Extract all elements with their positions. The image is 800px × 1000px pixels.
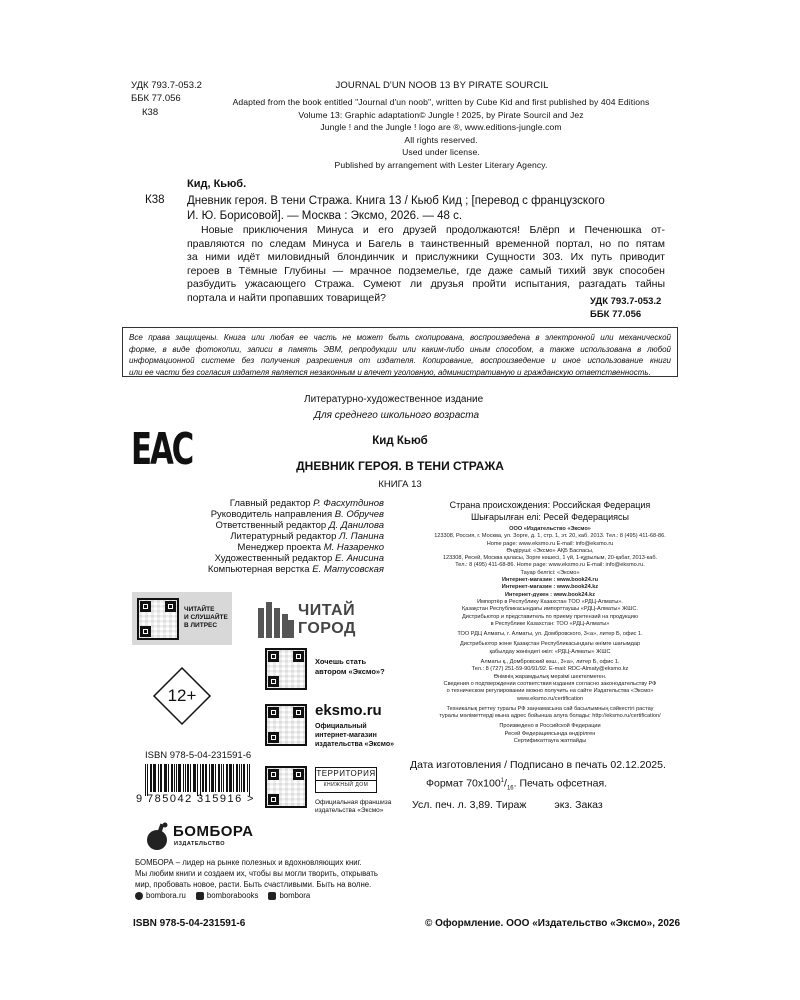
chitai-gorod-icon [258,602,294,638]
eac-mark-text: ЕАС [131,424,193,475]
telegram-icon [268,892,276,900]
litres-text [184,606,228,630]
credit-name: Е. Матусовская [312,564,384,575]
barcode-bar [226,764,227,792]
credit-name: М. Назаренко [323,542,384,553]
credit-role: Менеджер проекта [237,542,322,553]
legal-line: Қазақстан Республикасындағы импорттаушы «РДЦ-Алматы» ЖШС. [462,606,638,613]
barcode-right-digits: 315916 [197,793,243,805]
format-value: Формат 70x100 [426,777,501,790]
barcode-bar [176,764,177,792]
barcode-bar [188,764,189,792]
book-title: ДНЕВНИК ГЕРОЯ. В ТЕНИ СТРАЖА [296,459,504,473]
bombora-logo-text: БОМБОРА [173,823,254,840]
barcode-bar [212,764,213,792]
legal-line: қабылдау жөніндегі өкіл: «РДЦ-Алматы» ЖШС [489,648,611,655]
barcode-bar [231,764,232,792]
origin-kz: Шығарылған елі: Ресей Федерациясы [470,512,630,522]
barcode-bar [151,764,152,792]
credit-role: Компьютерная верстка [207,564,310,575]
barcode-left-digits: 785042 [147,793,193,805]
original-credit-line: Used under license. [402,147,480,158]
barcode-mark: > [247,793,254,805]
bombora-logo-icon [145,822,171,852]
legal-line: Дистрибьютор и представитель по приему претензий на продукцию [461,613,639,620]
legal-line: Өнімнің жарамдылық мерзімі шектелмеген. [493,673,607,680]
biblio-author: Кид, Кьюб. [187,178,247,190]
annotation-udk: УДК 793.7-053.2 [590,296,662,307]
barcode-bar [193,764,194,792]
original-credit-line: Published by arrangement with Lester Literary Agency. [334,159,548,170]
credit-name: Л. Панина [339,531,384,542]
barcode-bar [218,764,219,792]
annotation-line: героев в Тёмные Глубины — мрачное подземелье, где даже самый тихий звук способен [187,264,665,277]
barcode-bar [249,764,250,796]
rights-notice [122,327,678,377]
legal-line: Home page: www.eksmo.ru E-mail: info@eksmo.ru [486,540,614,547]
annotation-bbk: ББК 77.056 [590,309,642,320]
litres-banner [132,592,232,645]
legal-line: Сведения о подтверждении соответствия издания согласно законодательству РФ [443,680,657,687]
chitai-gorod-text [298,602,356,638]
print-date: Дата изготовления / Подписано в печать 02.12.2025. [410,759,666,771]
credit-name: Е. Анисина [334,553,384,564]
origin [430,499,670,523]
bombora-social [135,891,310,900]
credit-role: Литературный редактор [230,531,337,542]
rights-line: информационной системе без получения разрешения от издателя. Копирование, воспроизведение и иное использование книги [129,356,671,365]
bombora-tg-link[interactable] [268,891,310,900]
legal-line: Интернет-дүкен : www.book24.kz [504,591,596,598]
become-author-qr-icon [265,648,307,690]
bombora-logo [145,820,265,854]
biblio-line: И. Ю. Борисовой]. — Москва : Эксмо, 2026. — 48 с. [187,210,463,222]
origin-ru: Страна происхождения: Российская Федерация [449,500,651,510]
sheets-value: Усл. печ. л. 3,89. Тираж [412,798,527,811]
barcode-bar [166,764,167,792]
bombora-tg-text: bombora [279,891,311,900]
bombora-logo-sub: ИЗДАТЕЛЬСТВО [174,841,226,847]
biblio-description [187,194,667,224]
annotation-line: за ними идёт миловидный блондинчик и прислужники Сущности 303. Их путь приводит [187,251,665,263]
original-credits [200,96,682,172]
barcode-bar [202,764,203,792]
barcode-bar [158,764,159,792]
rights-line: или ее части без согласия издателя является незаконным и влечет уголовную, административную и гражданскую ответственность. [129,367,651,377]
credit-role: Руководитель направления [210,509,333,520]
litres-line: В ЛИТРЕС [184,622,218,629]
credit-row [130,509,384,520]
litres-line: ЧИТАЙТЕ [184,606,215,613]
litres-qr-icon [137,598,179,640]
barcode-bar [171,764,172,792]
credit-name: Д. Данилова [328,520,384,531]
legal-line: Тел.: 8 (727) 251-59-90/91/92. E-mail: RDC-Almaty@eksmo.kz [471,666,629,673]
legal-line: Техникалық реттеу туралы РФ заңнамасына сай басылымның сәйкестігі растау [446,705,654,712]
original-credit-line: All rights reserved. [404,134,478,145]
territory-qr-icon [265,766,307,808]
barcode-bar [194,764,195,792]
biblio-code: К38 [145,194,165,206]
legal-line: Ресей Федерациясында өндірілген [504,730,596,737]
bbk-code: ББК 77.056 [131,93,181,104]
barcode-bar [185,764,186,792]
annotation-line: правляются по следам Минуса и Багель в таинственный временной портал, но по пятам [187,237,665,250]
annotation-line: портала и найти пропавших товарищей? [187,291,386,304]
barcode-bar [243,764,244,792]
eksmo-shop-text: Официальный интернет-магазин издательства «Эксмо» [315,723,394,748]
print-sheets [410,797,666,813]
barcode-bar [180,764,181,792]
barcode-bar [244,764,245,792]
original-credit-line: Jungle ! and the Jungle ! logo are ®, www.editions-jungle.com [320,122,562,133]
legal-line: 123308, Россия, г. Москва, ул. Зорге, д. 1, стр. 1, эт. 20, каб. 2013. Тел.: 8 (495) 411-68-86. [434,533,666,540]
legal-line: Алматы қ., Домбровский көш., 3«а», литер Б, офис 1. [480,659,620,666]
barcode-bar [213,764,214,792]
legal-line: 123308, Ресей, Москва қаласы, Зорге көшесі, 1 үй, 1-құрылым, 20-қабат, 2013-каб. [442,555,658,562]
eac-mark-icon [131,420,201,480]
legal-line: Тел.: 8 (495) 411-68-86. Home page: www.eksmo.ru E-mail: info@eksmo.ru. [455,562,645,569]
territory-sub: КНИЖНЫЙ ДОМ [316,780,376,789]
legal-line: Импортёр в Республику Казахстан ТОО «РДЦ-Алматы». [477,598,623,605]
annotation [187,224,665,305]
barcode-bar [239,764,240,792]
barcode-bar [145,764,146,796]
litres-line: И СЛУШАЙТЕ [184,614,228,621]
barcode-bar [247,764,248,792]
format-frac-num: 1 [500,778,505,784]
territory-caption: Официальная франшиза издательства «Эксмо» [315,799,392,814]
legal-line: Интернет-магазин : www.book24.kz [501,584,599,591]
print-format: Формат $70x100^1/_{16}$. Печать офсетная. [426,777,608,792]
legal-line: Сертификаттауға жатпайды [513,738,587,745]
barcode-bar [161,764,162,792]
chitai-line: ГОРОД [298,620,356,637]
format-tail: . Печать офсетная. [513,777,608,790]
barcode-bar [229,764,230,792]
credits-list [130,498,384,575]
biblio-line: Дневник героя. В тени Стража. Книга 13 / Кьюб Кид ; [перевод с французского [187,195,605,207]
barcode-bar [183,764,184,792]
barcode-bar [164,764,165,792]
legal-line: Дистрибьютор және Қазақстан Республикасындағы өнімге шағымдар [459,641,641,648]
barcode-bar [221,764,222,792]
bombora-desc-line: мир, пробовать новое, расти. Быть счастливыми. Быть на волне. [135,880,372,889]
barcode-bar [223,764,224,792]
barcode-bar [209,764,210,792]
rights-line: форме, в виде фотокопии, записи в память ЭВМ, репродукции или каким-либо иным способом, а также использована в любой [129,344,671,354]
barcode-bar [165,764,166,792]
globe-icon [135,892,143,900]
book-volume: КНИГА 13 [378,479,422,490]
barcode-bar [200,764,201,796]
bombora-description [135,857,378,890]
barcode-bar [172,764,173,792]
barcode-bar [233,764,234,792]
rights-line: Все права защищены. Книга или любая ее часть не может быть скопирована, воспроизведена в электронной или механической [129,333,671,342]
barcode-bar [206,764,207,792]
credit-row [130,542,384,553]
legal-line: о техническом регулировании можно получить на сайте Издательства «Эксмо» [446,688,654,695]
copies-value: экз. Заказ [554,798,603,811]
barcode-bar [168,764,169,792]
barcode-bar [203,764,204,792]
barcode-bar [187,764,188,792]
legal-line: Тауар белгісі: «Эксмо» [520,569,580,576]
territory-name: ТЕРРИТОРИЯ [316,769,376,778]
legal-line: Өндіруші: «Эксмо» АҚБ Баспасы, [506,547,594,554]
annotation-line: Новые приключения Минуса и его друзей продолжаются! Блёрп и Печенюшка от- [201,224,665,236]
footer-copyright: © Оформление. ООО «Издательство «Эксмо», 2026 [425,918,681,929]
bombora-desc-line: Мы любим книги и создаем их, чтобы вы могли творить, открывать [135,869,378,878]
legal-line: Произведено в Российской Федерации [499,723,601,730]
original-credit-line: Volume 13: Graphic adaptation© Jungle ! 2025, by Pirate Sourcil and Jez [298,109,584,120]
credit-name: В. Обручев [334,509,384,520]
chitai-line: ЧИТАЙ [298,602,356,619]
legal-line: ТОО РДЦ Алматы, г. Алматы, ул. Домбровского, 3«а», литер Б, офис 1. [457,631,643,638]
credit-row [130,531,384,542]
vk-icon [196,892,204,900]
barcode-bar [197,764,198,796]
credit-row [130,564,384,575]
bombora-vk-text: bomborabooks [206,891,259,900]
bombora-desc-line: БОМБОРА – лидер на рынке полезных и вдохновляющих книг. [135,858,362,867]
eksmo-site: eksmo.ru [315,702,382,719]
credit-row [130,498,384,509]
credit-row [130,553,384,564]
book-author: Кид Кьюб [372,435,428,447]
barcode-bar [211,764,212,792]
legal-line: туралы мәліметтерді мына адрес бойынша алуға болады: http://eksmo.ru/certification/ [439,713,661,720]
chitai-gorod-logo [258,602,368,638]
legal-line: www.eksmo.ru/certification [516,695,584,702]
barcode-bar [215,764,216,792]
annotation-line: разбудить ужасающего Стража. Сумеют ли друзья пройти испытания, разгадать тайны [187,278,665,290]
format-frac-den: 16 [506,785,514,792]
barcode-bar [227,764,228,792]
become-author-text: Хочешь стать автором «Эксмо»? [315,657,385,676]
barcode-bar [179,764,180,792]
bombora-vk-link[interactable] [196,891,259,900]
legal-line: ООО «Издательство «Эксмо» [509,526,591,532]
legal-line: Интернет-магазин : www.book24.ru [501,577,599,584]
original-title: JOURNAL D'UN NOOB 13 BY PIRATE SOURCIL [335,80,549,91]
eksmo-qr-icon [265,704,307,746]
original-credit-line: Adapted from the book entitled "Journal d'un noob", written by Cube Kid and first published by 404 Editions [232,97,650,107]
footer-isbn: ISBN 978-5-04-231591-6 [133,918,246,929]
publisher-legal-info [420,526,680,745]
barcode-bar [230,764,231,792]
barcode-first-digit: 9 [136,793,143,805]
credit-role: Ответственный редактор [215,520,327,531]
barcode-bar [174,764,175,792]
barcode-bar [155,764,156,792]
barcode-bar [236,764,237,792]
barcode-bar [147,764,148,796]
author-sign: К38 [142,107,159,118]
barcode-bar [190,764,191,792]
age-rating [152,666,212,726]
territory-logo [315,767,377,793]
credit-row [130,520,384,531]
barcode-bar [150,764,151,792]
credit-role: Главный редактор [229,498,311,509]
barcode-bar [153,764,154,792]
edition-type: Литературно-художественное издание [304,394,484,405]
barcode-bar [219,764,220,792]
barcode-bar [241,764,242,792]
barcode-isbn: ISBN 978-5-04-231591-6 [145,750,252,761]
credit-role: Художественный редактор [214,553,333,564]
credit-name: Р. Фасхутдинов [313,498,384,509]
barcode-icon [145,764,251,796]
barcode-bar [154,764,155,792]
age-rating-text: 12+ [167,686,197,705]
print-info [410,757,666,813]
barcode-bar [160,764,161,792]
bombora-site-text: bombora.ru [146,891,186,900]
barcode-bar [195,764,196,792]
barcode-bar [205,764,206,792]
edition-audience: Для среднего школьного возраста [314,410,480,421]
barcode-bar [237,764,238,792]
bombora-site-link[interactable] [135,891,186,900]
legal-line: в Республике Казахстан: ТОО «РДЦ-Алматы» [490,620,610,627]
barcode-bar [178,764,179,792]
udk-code: УДК 793.7-053.2 [131,80,202,91]
